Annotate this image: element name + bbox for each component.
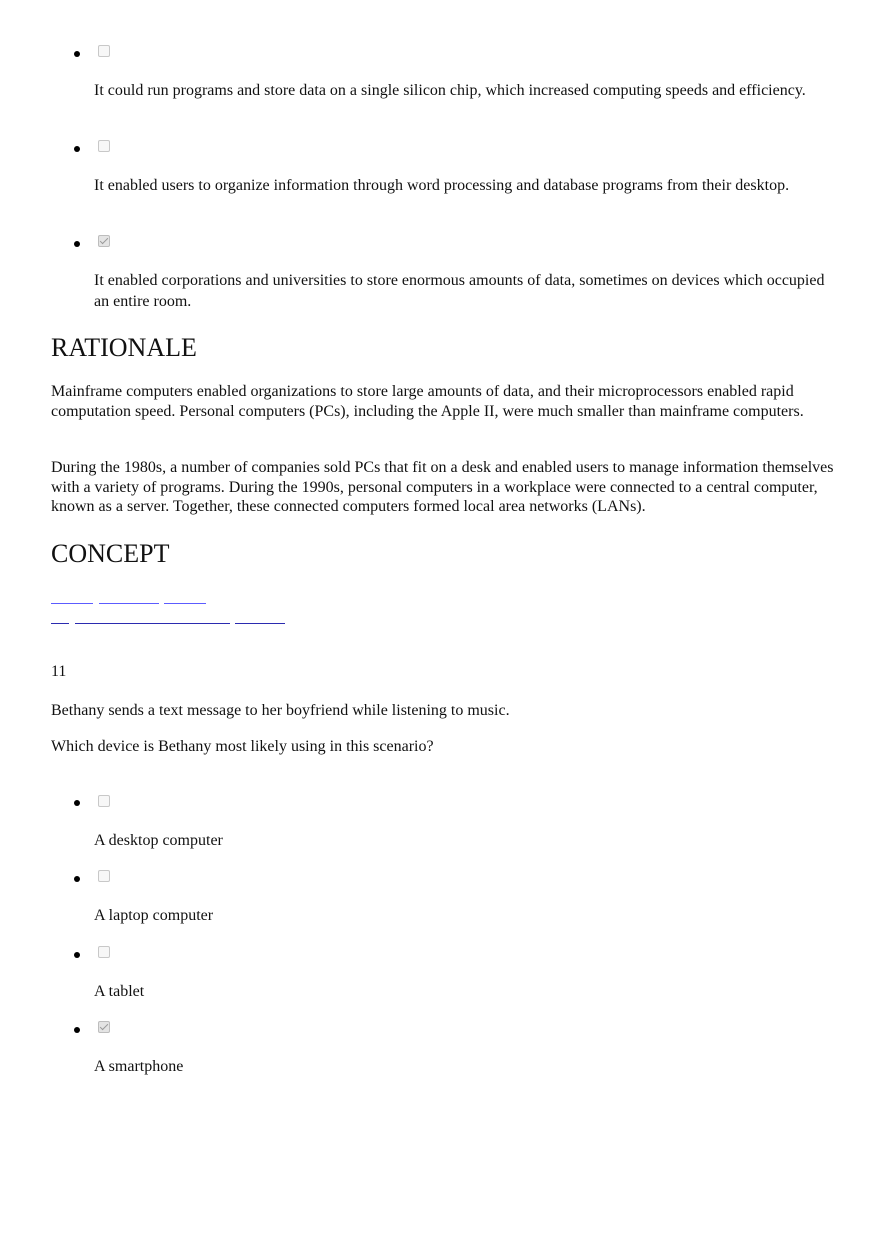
question-text: Which device is Bethany most likely using in this scenario?	[51, 738, 434, 755]
concept-heading: CONCEPT	[51, 539, 170, 568]
q10-option-3-checkbox[interactable]	[98, 235, 110, 247]
rationale-paragraph-2: During the 1980s, a number of companies sold PCs that fit on a desk and enabled users to manage information themselves with a variety of programs. During the 1990s, personal computers in a workplace were connected to a central computer, known as a server. Together, these connected computers formed local area networks (LANs).	[51, 459, 834, 515]
q11-option-2-label: A laptop computer	[94, 907, 214, 924]
concept-links-row-2	[51, 623, 291, 625]
concept-link[interactable]	[51, 623, 69, 624]
question-prompt: Bethany sends a text message to her boyfriend while listening to music.	[51, 702, 510, 719]
concept-link[interactable]	[235, 623, 285, 624]
question-number: 11	[51, 663, 67, 680]
rationale-paragraph-1: Mainframe computers enabled organizations to store large amounts of data, and their microprocessors enabled rapid computation speed. Personal computers (PCs), including the Apple II, were much smaller than mainframe computers.	[51, 383, 804, 420]
concept-link[interactable]	[99, 603, 159, 604]
checkmark-icon	[100, 236, 108, 244]
concept-link[interactable]	[164, 603, 206, 604]
q11-option-1-label: A desktop computer	[94, 832, 223, 849]
q10-option-2-checkbox[interactable]	[98, 140, 110, 152]
q11-option-3-label: A tablet	[94, 983, 145, 1000]
bullet-icon	[74, 1027, 80, 1033]
concept-link[interactable]	[75, 623, 230, 624]
q11-option-4-label: A smartphone	[94, 1058, 184, 1075]
bullet-icon	[74, 952, 80, 958]
q10-option-1-label: It could run programs and store data on a single silicon chip, which increased computing speeds and efficiency.	[94, 82, 806, 99]
q11-option-1-checkbox[interactable]	[98, 795, 110, 807]
bullet-icon	[74, 146, 80, 152]
q10-option-2-label: It enabled users to organize information through word processing and database programs from their desktop.	[94, 177, 790, 194]
concept-link[interactable]	[51, 603, 93, 604]
q10-option-3-label: It enabled corporations and universities to store enormous amounts of data, sometimes on devices which occupied an entire room.	[94, 272, 825, 310]
bullet-icon	[74, 51, 80, 57]
bullet-icon	[74, 241, 80, 247]
bullet-icon	[74, 800, 80, 806]
q11-option-4-checkbox[interactable]	[98, 1021, 110, 1033]
q11-option-2-checkbox[interactable]	[98, 870, 110, 882]
checkmark-icon	[100, 1022, 108, 1030]
concept-links-row-1	[51, 603, 211, 605]
bullet-icon	[74, 876, 80, 882]
q10-option-1-checkbox[interactable]	[98, 45, 110, 57]
rationale-heading: RATIONALE	[51, 333, 197, 362]
q11-option-3-checkbox[interactable]	[98, 946, 110, 958]
